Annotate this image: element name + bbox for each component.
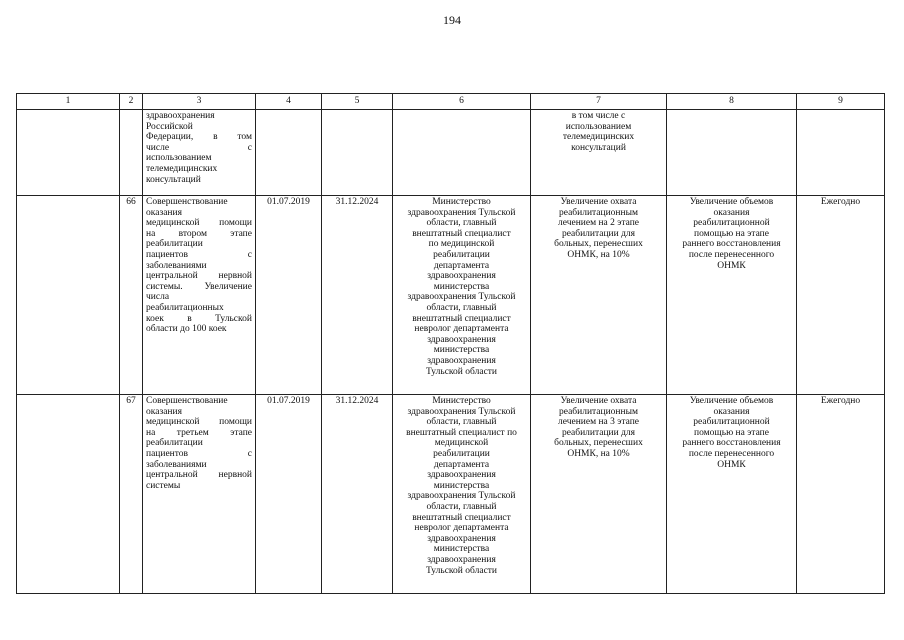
cell-line: области, главный (426, 417, 497, 428)
cell-frequency: Ежегодно (797, 196, 885, 395)
cell-line: после перенесенного (688, 448, 775, 459)
cell-line: здравоохранения Тульской (407, 491, 516, 502)
cell-line: министерства (433, 480, 490, 491)
cell-end (322, 110, 393, 196)
cell-line: больных, перенесших (554, 239, 643, 250)
cell-line: невролог департамента (414, 324, 509, 335)
cell-line: консультаций (571, 142, 626, 153)
cell-line: телемедицинских (146, 163, 218, 174)
cell-line: заболеваниями (146, 459, 207, 470)
cell-line: здравоохранения (427, 355, 496, 366)
header-col-6: 6 (393, 94, 531, 110)
cell-line: лечением на 3 этапе (557, 417, 640, 428)
cell-line: на третьем этапе (146, 427, 252, 438)
cell-line: Совершенствование (146, 396, 228, 406)
cell-frequency: Ежегодно (797, 395, 885, 594)
cell-line: Увеличение объемов (689, 197, 774, 207)
cell-measure (143, 196, 256, 395)
cell-line: использованием (565, 121, 632, 132)
cell-line: здравоохранения (427, 334, 496, 345)
cell-line: оказания (713, 207, 750, 218)
cell-line: ОНМК, на 10% (567, 448, 630, 459)
page-number: 194 (443, 13, 461, 27)
cell-responsible (393, 110, 531, 196)
header-col-2: 2 (120, 94, 143, 110)
cell-line: заболеваниями (146, 260, 207, 271)
cell-line: министерства (433, 281, 490, 292)
cell-responsible (393, 196, 531, 395)
cell-line: невролог департамента (414, 523, 509, 534)
cell-indicator (531, 196, 667, 395)
cell-line: оказания (146, 207, 182, 218)
cell-line: области до 100 коек (146, 324, 227, 335)
header-col-1: 1 (17, 94, 120, 110)
cell-section (17, 110, 120, 196)
cell-line: оказания (713, 406, 750, 417)
header-col-5: 5 (322, 94, 393, 110)
cell-line: системы (146, 480, 181, 491)
cell-end: 31.12.2024 (322, 395, 393, 594)
cell-num: 66 (120, 196, 143, 395)
cell-line: реабилитационным (558, 207, 638, 218)
cell-line: коек в Тульской (146, 313, 252, 324)
cell-line: области, главный (426, 302, 497, 313)
cell-line: консультаций (146, 174, 201, 185)
cell-section (17, 196, 120, 395)
cell-line: Совершенствование (146, 197, 228, 207)
cell-line: на втором этапе (146, 228, 252, 239)
cell-line: помощью на этапе (694, 228, 769, 239)
cell-num (120, 110, 143, 196)
cell-line: медицинской (434, 438, 489, 449)
cell-indicator (531, 395, 667, 594)
cell-line: реабилитации для (561, 228, 636, 239)
cell-section (17, 395, 120, 594)
cell-line: помощью на этапе (694, 427, 769, 438)
cell-line: центральной нервной (146, 271, 252, 282)
cell-line: раннего восстановления (682, 239, 781, 250)
cell-responsible (393, 395, 531, 594)
cell-line: внештатный специалист по (406, 427, 517, 438)
cell-measure (143, 395, 256, 594)
header-col-4: 4 (256, 94, 322, 110)
cell-start: 01.07.2019 (256, 395, 322, 594)
cell-num: 67 (120, 395, 143, 594)
cell-result (667, 196, 797, 395)
cell-line: ОНМК (717, 459, 746, 470)
cell-line: числе с (146, 142, 252, 153)
cell-result (667, 110, 797, 196)
cell-line: реабилитационным (558, 406, 638, 417)
cell-line: Увеличение объемов (689, 396, 774, 406)
cell-line: Министерство (432, 197, 491, 207)
table-row (17, 196, 885, 395)
cell-line: области, главный (426, 218, 497, 229)
cell-line: внештатный специалист (412, 512, 511, 523)
cell-line: после перенесенного (688, 249, 775, 260)
cell-start: 01.07.2019 (256, 196, 322, 395)
header-col-7: 7 (531, 94, 667, 110)
cell-line: больных, перенесших (554, 438, 643, 449)
cell-line: по медицинской (428, 239, 495, 250)
cell-line: департамента (433, 459, 490, 470)
cell-line: области, главный (426, 501, 497, 512)
cell-line: Увеличение охвата (560, 197, 637, 207)
cell-line: здравоохранения (427, 271, 496, 282)
cell-line: медицинской помощи (146, 417, 252, 428)
cell-line: здравоохранения Тульской (407, 207, 516, 218)
cell-line: в том числе с (571, 111, 626, 121)
cell-measure (143, 110, 256, 196)
cell-line: здравоохранения Тульской (407, 292, 516, 303)
cell-line: центральной нервной (146, 470, 252, 481)
plan-table (16, 93, 885, 594)
table-row (17, 395, 885, 594)
cell-line: числа (146, 292, 170, 303)
header-col-9: 9 (797, 94, 885, 110)
cell-start (256, 110, 322, 196)
cell-line: ОНМК (717, 260, 746, 271)
cell-line: системы. Увеличение (146, 281, 252, 292)
cell-line: внештатный специалист (412, 228, 511, 239)
cell-line: использованием (146, 153, 212, 164)
cell-line: оказания (146, 406, 182, 417)
cell-line: пациентов с (146, 249, 252, 260)
cell-result (667, 395, 797, 594)
cell-line: министерства (433, 544, 490, 555)
cell-line: реабилитации (146, 438, 203, 449)
cell-line: здравоохранения Тульской (407, 406, 516, 417)
cell-line: здравоохранения (146, 111, 215, 121)
cell-line: пациентов с (146, 448, 252, 459)
cell-line: реабилитационной (693, 417, 770, 428)
cell-line: департамента (433, 260, 490, 271)
cell-line: реабилитации для (561, 427, 636, 438)
cell-line: Российской (146, 121, 193, 132)
cell-line: реабилитации (433, 249, 490, 260)
header-row (17, 94, 885, 110)
cell-end: 31.12.2024 (322, 196, 393, 395)
table-row-continuation (17, 110, 885, 196)
header-col-3: 3 (143, 94, 256, 110)
cell-line: Увеличение охвата (560, 396, 637, 406)
cell-line: здравоохранения (427, 470, 496, 481)
cell-line: реабилитационных (146, 302, 224, 313)
cell-frequency (797, 110, 885, 196)
cell-line: Тульской области (425, 565, 498, 576)
cell-line: реабилитации (146, 239, 203, 250)
cell-line: Тульской области (425, 366, 498, 377)
cell-line: здравоохранения (427, 533, 496, 544)
cell-line: лечением на 2 этапе (557, 218, 640, 229)
header-col-8: 8 (667, 94, 797, 110)
cell-indicator (531, 110, 667, 196)
cell-line: медицинской помощи (146, 218, 252, 229)
cell-line: здравоохранения (427, 554, 496, 565)
cell-line: ОНМК, на 10% (567, 249, 630, 260)
cell-line: реабилитационной (693, 218, 770, 229)
cell-line: Министерство (432, 396, 491, 406)
cell-line: министерства (433, 345, 490, 356)
cell-line: телемедицинских (562, 132, 635, 143)
cell-line: внештатный специалист (412, 313, 511, 324)
cell-line: Федерации, в том (146, 132, 252, 143)
cell-line: раннего восстановления (682, 438, 781, 449)
cell-line: реабилитации (433, 448, 490, 459)
